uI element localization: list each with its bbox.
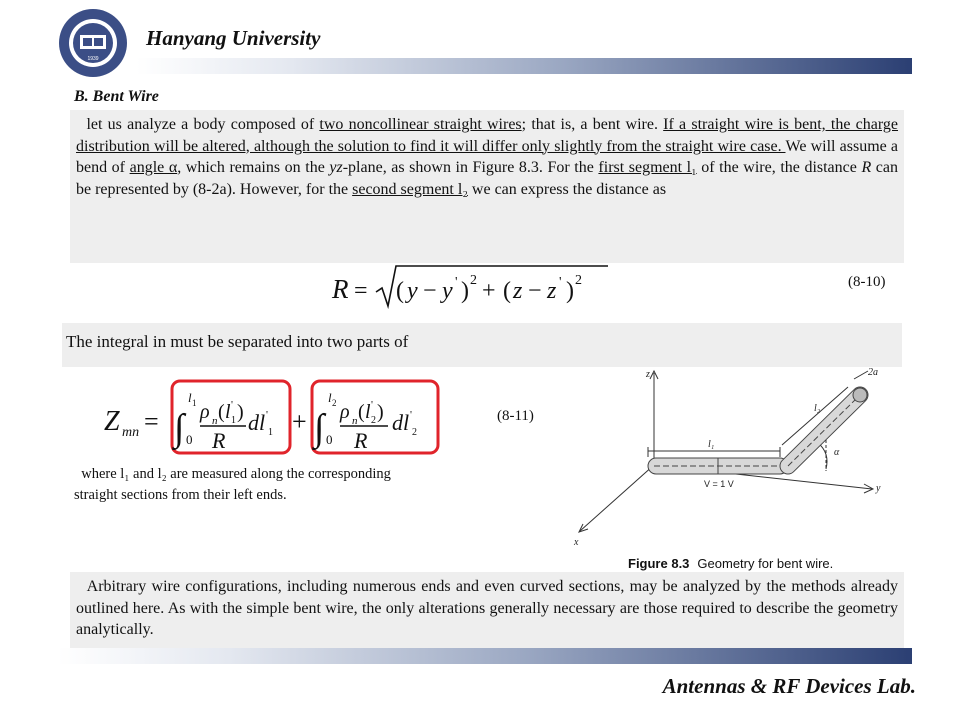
svg-text:l: l bbox=[365, 401, 371, 423]
footer-divider-bar bbox=[58, 648, 912, 664]
svg-text:(: ( bbox=[358, 401, 365, 423]
x-axis-line bbox=[580, 465, 654, 531]
svg-text:(: ( bbox=[396, 278, 404, 304]
svg-text:z: z bbox=[547, 278, 557, 304]
svg-text:R: R bbox=[332, 274, 349, 304]
wire-end-cap bbox=[853, 388, 867, 402]
svg-text:1: 1 bbox=[192, 398, 197, 408]
bent-wire-figure bbox=[568, 365, 908, 575]
svg-text:∫: ∫ bbox=[314, 407, 325, 449]
svg-text:': ' bbox=[266, 409, 268, 421]
svg-text:1: 1 bbox=[268, 427, 273, 438]
equation-8-10 bbox=[330, 262, 610, 312]
svg-text:+: + bbox=[292, 407, 307, 436]
svg-text:l: l bbox=[225, 401, 231, 423]
section-title: B. Bent Wire bbox=[74, 88, 159, 105]
svg-text:Z: Z bbox=[104, 406, 120, 437]
label-2a: 2a bbox=[868, 367, 878, 378]
svg-text:1: 1 bbox=[231, 415, 236, 426]
svg-text:): ) bbox=[566, 278, 574, 304]
svg-text:2: 2 bbox=[332, 398, 337, 408]
figure-caption-text: Geometry for bent wire. bbox=[697, 556, 834, 571]
svg-text:2: 2 bbox=[412, 427, 417, 438]
svg-text:): ) bbox=[237, 401, 244, 423]
segment-description-line2: straight sections from their left ends. bbox=[74, 487, 287, 503]
label-voltage: V = 1 V bbox=[704, 479, 734, 489]
svg-text:n: n bbox=[212, 415, 218, 427]
svg-text:−: − bbox=[528, 278, 542, 304]
svg-text:ρ: ρ bbox=[200, 401, 210, 423]
closing-paragraph-box bbox=[70, 572, 904, 650]
svg-text:z: z bbox=[513, 278, 523, 304]
svg-text:l: l bbox=[188, 390, 192, 405]
svg-text:2: 2 bbox=[371, 415, 376, 426]
svg-text:(: ( bbox=[218, 401, 225, 423]
intro-paragraph: let us analyze a body composed of two noncollinear straight wires; that is, a bent wire. If a straight wire is bent, the charge distribution will be altered, although the solution to find it will differ only slightly from the straight wire case. We will assume a bend of angle α, which remains on the yz-plane, as shown in Figure 8.3. For the first segment l₁ of the wire, the distance R can be represented by (8-2a). However, for the second segment l₂ we can express the distance as bbox=[76, 116, 899, 198]
svg-text:2: 2 bbox=[470, 273, 477, 288]
axis-label-y: y bbox=[876, 483, 881, 494]
svg-text:y: y bbox=[442, 278, 453, 304]
svg-text:0: 0 bbox=[326, 432, 333, 447]
header-divider-bar bbox=[136, 58, 912, 74]
svg-text:∫: ∫ bbox=[174, 407, 185, 449]
svg-text:(: ( bbox=[503, 278, 511, 304]
svg-text:l: l bbox=[328, 390, 332, 405]
svg-text:=: = bbox=[144, 407, 159, 436]
axis-label-x: x bbox=[574, 537, 579, 548]
header-title: Hanyang University bbox=[146, 26, 321, 50]
integral-note-text: The integral in must be separated into two parts of bbox=[66, 332, 409, 351]
svg-text:': ' bbox=[410, 409, 412, 421]
equation-8-11 bbox=[100, 378, 480, 458]
svg-text:n: n bbox=[352, 415, 358, 427]
equation-number-8-11: (8-11) bbox=[497, 408, 534, 424]
university-seal-logo bbox=[58, 8, 128, 78]
svg-text:0: 0 bbox=[186, 432, 193, 447]
footer-title: Antennas & RF Devices Lab. bbox=[662, 674, 916, 698]
svg-text:dl: dl bbox=[392, 410, 410, 435]
svg-text:': ' bbox=[455, 275, 458, 290]
svg-text:): ) bbox=[461, 278, 469, 304]
svg-text:+: + bbox=[482, 278, 496, 304]
svg-text:dl: dl bbox=[248, 410, 266, 435]
segment-description-line1: where l₁ and l₂ are measured along the corresponding bbox=[81, 466, 391, 482]
svg-text:1939: 1939 bbox=[87, 56, 99, 62]
svg-text:=: = bbox=[354, 278, 368, 304]
svg-text:': ' bbox=[559, 275, 562, 290]
figure-caption-label: Figure 8.3 bbox=[628, 556, 690, 571]
svg-text:': ' bbox=[231, 399, 233, 411]
segment-description bbox=[74, 464, 514, 506]
svg-text:ρ: ρ bbox=[340, 401, 350, 423]
closing-paragraph: Arbitrary wire configurations, including numerous ends and even curved sections, may be analyzed by the methods already outlined here. As with the simple bent wire, the only alterations generally necessary are those required to describe the geometry analytically. bbox=[76, 578, 898, 638]
svg-text:R: R bbox=[212, 428, 226, 453]
figure-caption bbox=[628, 556, 833, 571]
integral-note-box bbox=[62, 323, 902, 367]
svg-text:2: 2 bbox=[575, 273, 582, 288]
equation-number-8-10: (8-10) bbox=[848, 274, 886, 290]
axis-label-z: z bbox=[646, 369, 650, 380]
svg-text:mn: mn bbox=[122, 425, 140, 440]
label-l1: l₁ bbox=[708, 439, 715, 450]
svg-text:y: y bbox=[407, 278, 418, 304]
svg-text:−: − bbox=[423, 278, 437, 304]
radius-marker-line bbox=[854, 371, 868, 379]
label-alpha: α bbox=[834, 447, 840, 458]
svg-text:R: R bbox=[354, 428, 368, 453]
svg-text:': ' bbox=[371, 399, 373, 411]
svg-text:): ) bbox=[377, 401, 384, 423]
label-l2: l₂ bbox=[814, 403, 821, 414]
intro-paragraph-box bbox=[70, 110, 904, 263]
